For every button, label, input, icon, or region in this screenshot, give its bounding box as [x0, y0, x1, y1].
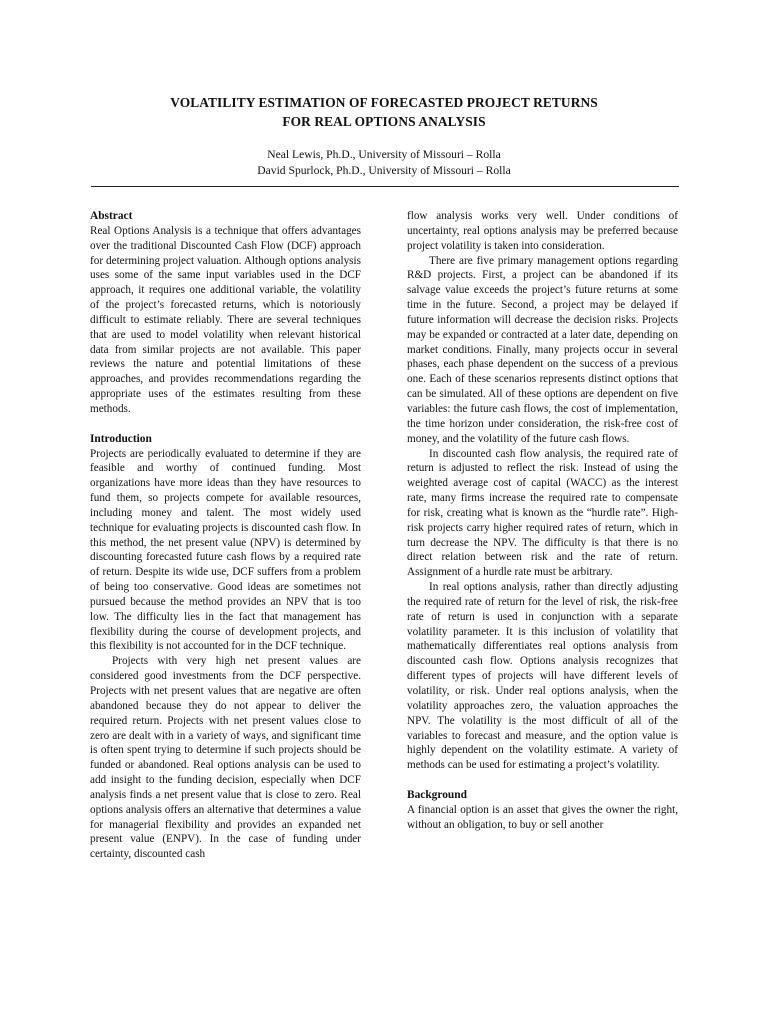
abstract-heading: Abstract: [90, 210, 133, 222]
introduction-paragraph-2: Projects with very high net present values are considered good investments from the DCF perspective. Projects with net present values that are negative are often abandoned because they do not appear to deliver the required return. Projects with net present values close to zero are dealt with in a variety of ways, and significant time is often spent trying to determine if such projects should be funded or abandoned. Real options analysis can be used to add insight to the funding decision, especially when DCF analysis finds a net present value that is close to zero. Real options analysis offers an alternative that determines a value for managerial flexibility and provides an expanded net present value (ENPV). In the case of funding under certainty, discounted cash: [90, 655, 361, 861]
author-1: Neal Lewis, Ph.D., University of Missouri – Rolla: [267, 148, 501, 161]
section-spacer: [407, 773, 678, 788]
left-column: [90, 209, 361, 862]
introduction-heading: Introduction: [90, 432, 152, 445]
paper-title: [60, 93, 708, 131]
introduction-paragraph-5: In discounted cash flow analysis, the required rate of return is adjusted to reflect the risk. Instead of using the weighted average cost of capital (WACC) as the interest rate, many firms increase the required rate to compensate for risk, creating what is known as the “hurdle rate”. High-risk projects carry higher required rates of return, which in turn decrease the NPV. The difficulty is that there is no direct relation between risk and the rate of return. Assignment of a hurdle rate must be arbitrary.: [407, 447, 678, 579]
abstract-text: Real Options Analysis is a technique that offers advantages over the traditional Discounted Cash Flow (DCF) approach for determining project valuation. Although options analysis uses some of the same input variables used in the DCF approach, it requires one additional variable, the volatility of the project’s forecasted returns, which is notoriously difficult to estimate reliably. There are several techniques that are used to model volatility when relevant historical data from similar projects are not available. This paper reviews the nature and potential limitations of these approaches, and provides recommendations regarding the appropriate uses of the estimates resulting from these methods.: [90, 224, 361, 415]
author-list: [60, 147, 708, 178]
right-column: [407, 209, 678, 832]
section-spacer: [90, 417, 361, 432]
title-divider: [91, 186, 679, 187]
background-heading: Background: [407, 788, 467, 801]
title-line-1: VOLATILITY ESTIMATION OF FORECASTED PROJECT RETURNS: [170, 95, 598, 110]
title-line-2: FOR REAL OPTIONS ANALYSIS: [282, 114, 486, 129]
background-text: A financial option is an asset that gives the owner the right, without an obligation, to buy or sell another: [407, 803, 678, 831]
author-2: David Spurlock, Ph.D., University of Missouri – Rolla: [257, 163, 511, 177]
introduction-paragraph-1: Projects are periodically evaluated to determine if they are feasible and worthy of continued funding. Most organizations have more ideas than they have resources to fund them, so projects compete for available resources, including money and talent. The most widely used technique for evaluating projects is discounted cash flow. In this method, the net present value (NPV) is determined by discounting forecasted future cash flows by a required rate of return. Despite its wide use, DCF suffers from a problem of being too conservative. Good ideas are sometimes not pursued because the method provides an NPV that is too low. The difficulty lies in the fact that management has flexibility during the course of development projects, and this flexibility is not accounted for in the DCF technique.: [90, 447, 361, 653]
introduction-paragraph-4: There are five primary management options regarding R&D projects. First, a project can be abandoned if its salvage value exceeds the project’s future returns at some time in the future. Second, a project may be delayed if future information will decrease the decision risks. Projects may be expanded or contracted at a later date, depending on market conditions. Finally, many projects occur in several phases, each phase dependent on the success of a previous one. Each of these scenarios represents distinct options that can be simulated. All of these options are dependent on five variables: the future cash flows, the cost of implementation, the time horizon under consideration, the risk-free cost of money, and the volatility of the future cash flows.: [407, 254, 678, 445]
introduction-paragraph-6: In real options analysis, rather than directly adjusting the required rate of return for the level of risk, the risk-free rate of return is used in conjunction with a separate volatility parameter. It is this inclusion of volatility that mathematically differentiates real options analysis from discounted cash flow. Options analysis recognizes that different types of projects will have different levels of volatility, or risk. Under real options analysis, when the volatility approaches zero, the valuation approaches the NPV. The volatility is the most difficult of all of the variables to forecast and measure, and the option value is highly dependent on the volatility estimate. A variety of methods can be used for estimating a project’s volatility.: [407, 581, 678, 772]
introduction-paragraph-3: flow analysis works very well. Under conditions of uncertainty, real options analysis may be preferred because project volatility is taken into consideration.: [407, 210, 678, 252]
